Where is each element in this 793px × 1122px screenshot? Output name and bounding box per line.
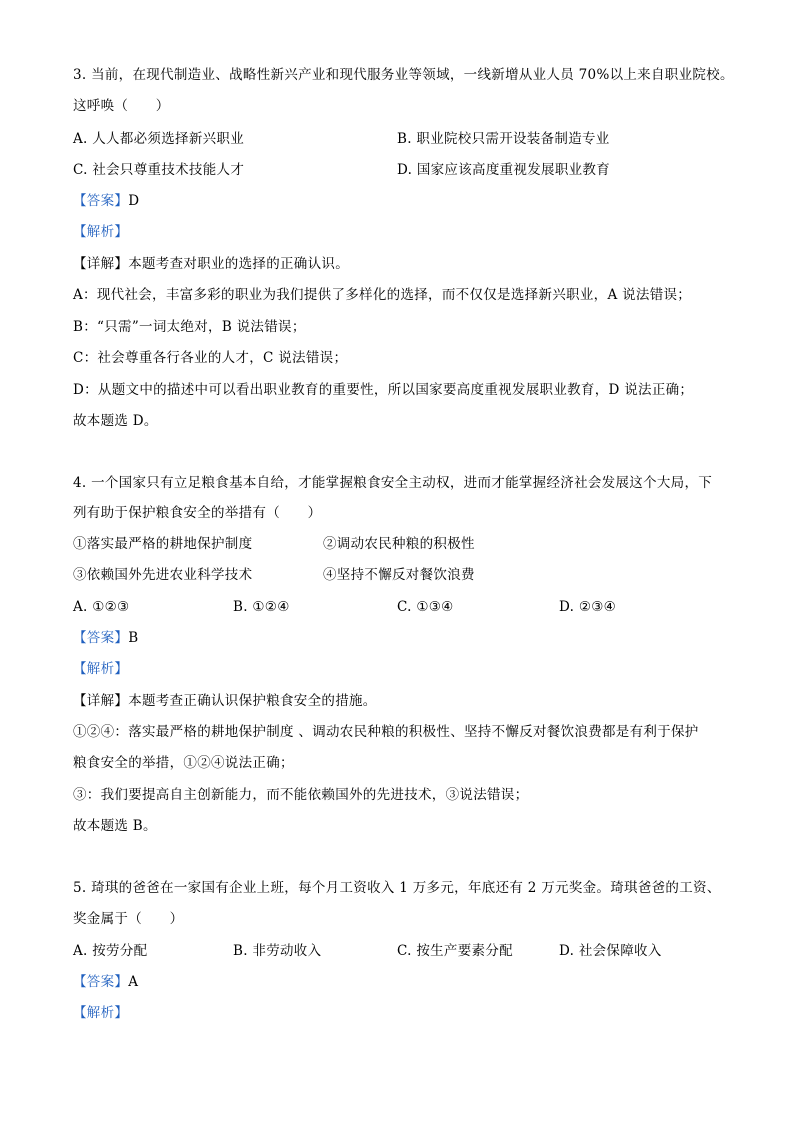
q3-conclusion: 故本题选 D。 (73, 413, 158, 429)
q3-explanation-a: A：现代社会，丰富多彩的职业为我们提供了多样化的选择，而不仅仅是选择新兴职业，A 说法错误； (73, 287, 692, 303)
q5-answer-line (73, 972, 138, 992)
q3-stem-line1: 3. 当前，在现代制造业、战略性新兴产业和现代服务业等领域，一线新增从业人员 70%以上来自职业院校。 (73, 67, 734, 83)
q4-item-4: ④坚持不懈反对餐饮浪费 (323, 567, 475, 583)
q3-stem-line2: 这呼唤（ ） (73, 98, 170, 114)
q5-answer-tag: 【答案】 (73, 974, 129, 990)
q5-stem-line2: 奖金属于（ ） (73, 911, 184, 927)
q3-answer-tag: 【答案】 (73, 193, 129, 209)
q4-explanation-1b: 粮食安全的举措，①②④说法正确； (73, 755, 294, 771)
q4-option-b: B. ①②④ (233, 599, 290, 615)
q4-answer-line (73, 628, 138, 648)
q4-conclusion: 故本题选 B。 (73, 818, 157, 834)
q3-answer-value: D (128, 193, 140, 209)
q4-analysis-tag: 【解析】 (73, 661, 129, 677)
q3-answer-line (73, 191, 139, 211)
q4-answer-value: B (128, 630, 139, 646)
q5-answer-value: A (128, 974, 139, 990)
q3-option-c: C. 社会只尊重技术技能人才 (73, 162, 245, 178)
q4-option-c: C. ①③④ (397, 599, 454, 615)
q5-option-a: A. 按劳分配 (73, 943, 148, 959)
q4-stem-line1: 4. 一个国家只有立足粮食基本自给，才能掌握粮食安全主动权，进而才能掌握经济社会发展这个大局，下 (73, 475, 713, 491)
q4-answer-tag: 【答案】 (73, 630, 129, 646)
q4-detail: 【详解】本题考查正确认识保护粮食安全的措施。 (73, 693, 377, 709)
q3-explanation-b: B：“只需”一词太绝对，B 说法错误； (73, 319, 306, 335)
q5-analysis-tag: 【解析】 (73, 1005, 129, 1021)
q4-option-d: D. ②③④ (559, 599, 617, 615)
q3-option-b: B. 职业院校只需开设装备制造专业 (397, 131, 610, 147)
q3-option-d: D. 国家应该高度重视发展职业教育 (397, 162, 611, 178)
q4-explanation-1a: ①②④：落实最严格的耕地保护制度 、调动农民种粮的积极性、坚持不懈反对餐饮浪费都是有利于保护 (73, 724, 699, 740)
q4-stem-line2: 列有助于保护粮食安全的举措有（ ） (73, 505, 322, 521)
q5-option-b: B. 非劳动收入 (233, 943, 322, 959)
q5-option-c: C. 按生产要素分配 (397, 943, 513, 959)
q5-option-d: D. 社会保障收入 (559, 943, 662, 959)
q4-option-a: A. ①②③ (73, 599, 130, 615)
q4-item-2: ②调动农民种粮的积极性 (323, 536, 475, 552)
q3-option-a: A. 人人都必须选择新兴职业 (73, 131, 245, 147)
q3-detail: 【详解】本题考查对职业的选择的正确认识。 (73, 256, 349, 272)
q4-explanation-2: ③：我们要提高自主创新能力，而不能依赖国外的先进技术，③说法错误； (73, 787, 529, 803)
q4-item-1: ①落实最严格的耕地保护制度 (73, 536, 253, 552)
q3-analysis-tag: 【解析】 (73, 224, 129, 240)
q3-explanation-c: C：社会尊重各行各业的人才，C 说法错误； (73, 350, 348, 366)
q4-item-3: ③依赖国外先进农业科学技术 (73, 567, 253, 583)
q5-stem-line1: 5. 琦琪的爸爸在一家国有企业上班，每个月工资收入 1 万多元，年底还有 2 万元奖金。琦琪爸爸的工资、 (73, 880, 721, 896)
q3-explanation-d: D：从题文中的描述中可以看出职业教育的重要性，所以国家要高度重视发展职业教育，D 说法正确； (73, 382, 694, 398)
